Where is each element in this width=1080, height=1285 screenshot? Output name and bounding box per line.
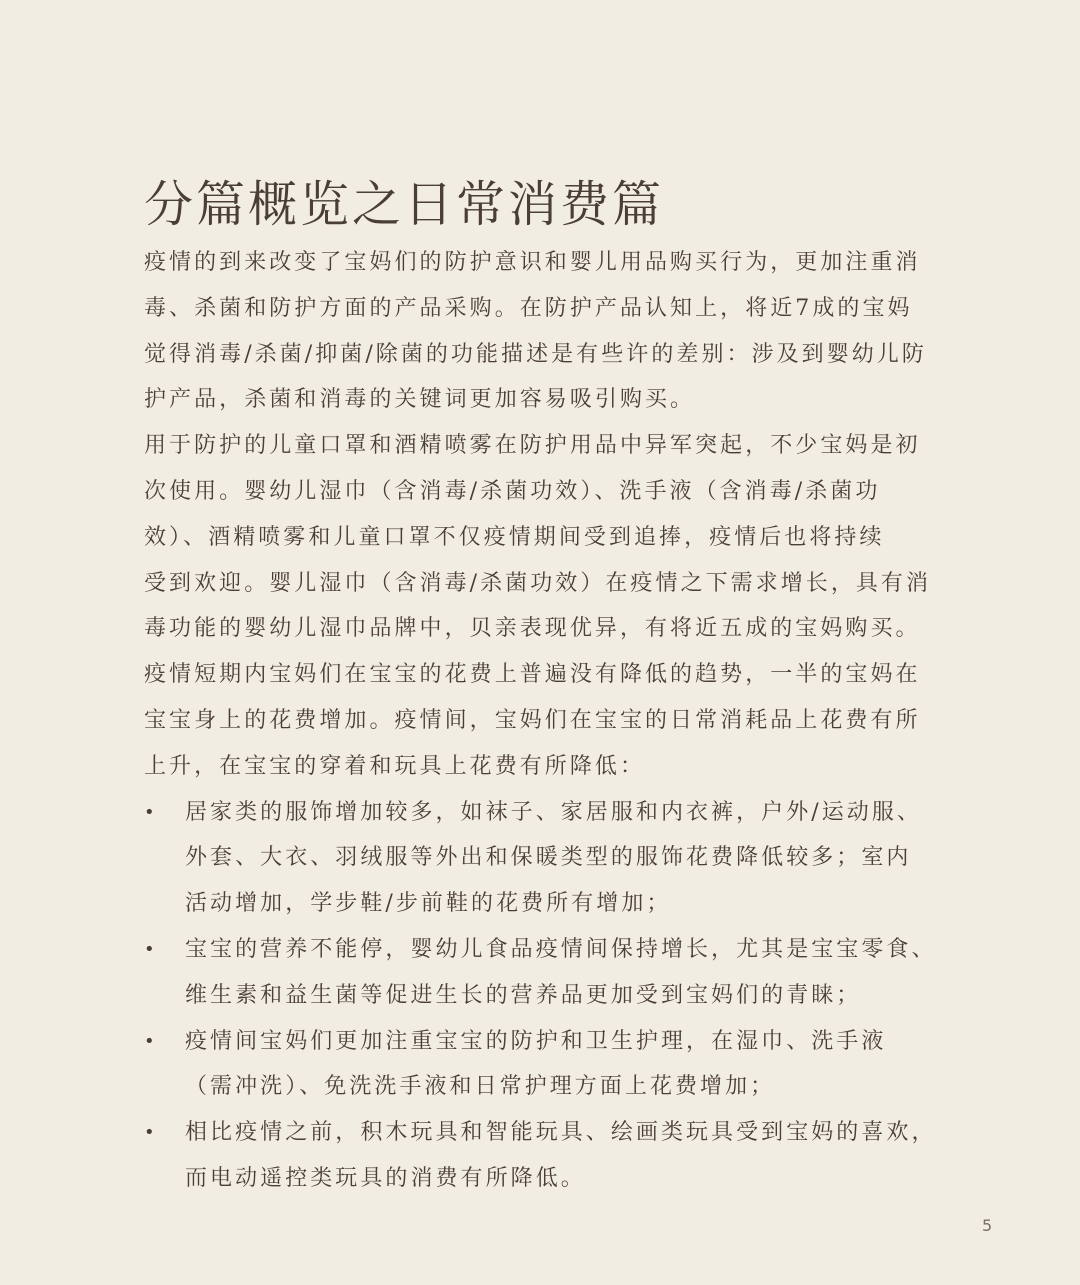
paragraph-line: 疫情的到来改变了宝妈们的防护意识和婴儿用品购买行为，更加注重消 — [144, 250, 921, 275]
paragraph-3 — [144, 652, 939, 789]
bullet-item-hygiene — [144, 1019, 939, 1111]
page-title: 分篇概览之日常消费篇 — [144, 175, 665, 233]
paragraph-1 — [144, 240, 939, 423]
paragraph-line: 宝宝身上的花费增加。疫情间，宝妈们在宝宝的日常消耗品上花费有所 — [144, 707, 921, 733]
paragraph-line: 效）、酒精喷雾和儿童口罩不仅疫情期间受到追捧，疫情后也将持续 — [144, 524, 885, 550]
bullet-line: 外套、大衣、羽绒服等外出和保暖类型的服饰花费降低较多；室内 — [185, 845, 912, 871]
bullet-item-nutrition — [144, 927, 939, 1019]
bullet-item-clothing — [144, 790, 939, 927]
body-content — [144, 240, 939, 1202]
bullet-icon: • — [144, 1030, 158, 1052]
bullet-line: 而电动遥控类玩具的消费有所降低。 — [185, 1165, 586, 1191]
bullet-line: 维生素和益生菌等促进生长的营养品更加受到宝妈们的青睐； — [185, 982, 862, 1008]
bullet-line: 相比疫情之前，积木玩具和智能玩具、绘画类玩具受到宝妈的喜欢， — [185, 1120, 937, 1146]
paragraph-line: 觉得消毒/杀菌/抑菌/除菌的功能描述是有些许的差别：涉及到婴幼儿防 — [144, 341, 927, 367]
bullet-line: 疫情间宝妈们更加注重宝宝的防护和卫生护理，在湿巾、洗手液 — [185, 1028, 887, 1054]
paragraph-line: 用于防护的儿童口罩和酒精喷雾在防护用品中异军突起，不少宝妈是初 — [144, 433, 921, 459]
paragraph-line: 毒功能的婴幼儿湿巾品牌中，贝亲表现优异，有将近五成的宝妈购买。 — [144, 616, 921, 642]
page-number: 5 — [982, 1216, 993, 1235]
paragraph-line: 毒、杀菌和防护方面的产品采购。在防护产品认知上，将近7成的宝妈 — [144, 295, 913, 321]
paragraph-2 — [144, 423, 939, 652]
bullet-item-toys — [144, 1110, 939, 1202]
bullet-icon: • — [144, 938, 158, 960]
paragraph-line: 上升，在宝宝的穿着和玩具上花费有所降低： — [144, 753, 646, 779]
bullet-line: 活动增加，学步鞋/步前鞋的花费所有增加； — [185, 891, 672, 917]
paragraph-line: 次使用。婴幼儿湿巾（含消毒/杀菌功效）、洗手液（含消毒/杀菌功 — [144, 478, 881, 504]
bullet-icon: • — [144, 1122, 158, 1144]
bullet-icon: • — [144, 801, 158, 823]
paragraph-line: 疫情短期内宝妈们在宝宝的花费上普遍没有降低的趋势，一半的宝妈在 — [144, 662, 921, 688]
bullet-list — [144, 790, 939, 1202]
bullet-line: 宝宝的营养不能停，婴幼儿食品疫情间保持增长，尤其是宝宝零食、 — [185, 936, 937, 962]
bullet-line: （需冲洗）、免洗洗手液和日常护理方面上花费增加； — [185, 1074, 776, 1100]
bullet-line: 居家类的服饰增加较多，如袜子、家居服和内衣裤，户外/运动服、 — [185, 799, 922, 825]
paragraph-line: 护产品，杀菌和消毒的关键词更加容易吸引购买。 — [144, 387, 696, 413]
paragraph-line: 受到欢迎。婴儿湿巾（含消毒/杀菌功效）在疫情之下需求增长，具有消 — [144, 570, 932, 596]
